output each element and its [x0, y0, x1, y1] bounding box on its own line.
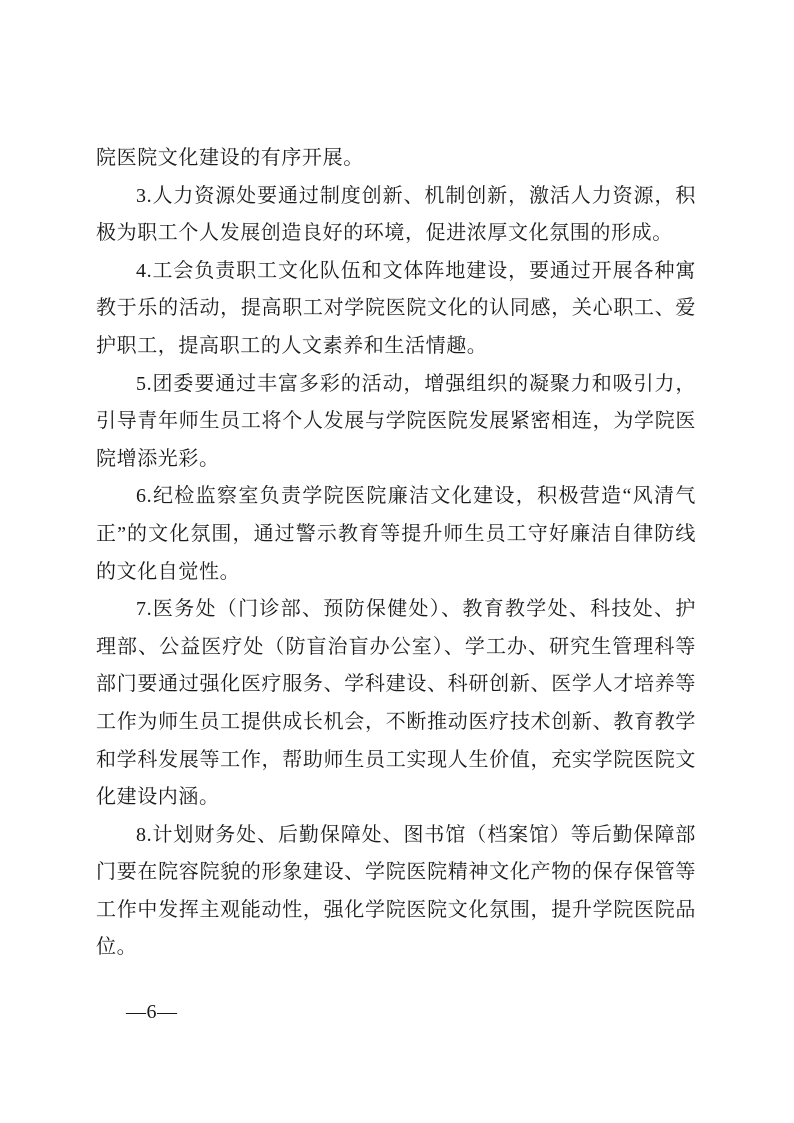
paragraph-item-3: 3.人力资源处要通过制度创新、机制创新，激活人力资源，积极为职工个人发展创造良好的环境，促进浓厚文化氛围的形成。	[96, 184, 696, 245]
page-number: —6—	[126, 1001, 178, 1023]
paragraph-item-8: 8.计划财务处、后勤保障处、图书馆（档案馆）等后勤保障部门要在院容院貌的形象建设、学院医院精神文化产物的保存保管等工作中发挥主观能动性，强化学院医院文化氛围，提升学院医院品位。	[96, 823, 696, 959]
paragraph-item-6: 6.纪检监察室负责学院医院廉洁文化建设，积极营造“风清气正”的文化氛围，通过警示教育等提升师生员工守好廉洁自律防线的文化自觉性。	[96, 485, 696, 583]
paragraph-item-5: 5.团委要通过丰富多彩的活动，增强组织的凝聚力和吸引力，引导青年师生员工将个人发展与学院医院发展紧密相连，为学院医院增添光彩。	[96, 372, 696, 470]
paragraph-item-7: 7.医务处（门诊部、预防保健处）、教育教学处、科技处、护理部、公益医疗处（防盲治盲办公室）、学工办、研究生管理科等部门要通过强化医疗服务、学科建设、科研创新、医学人才培养等工作为师生员工提供成长机会，不断推动医疗技术创新、教育教学和学科发展等工作，帮助师生员工实现人生价值，充实学院医院文化建设内涵。	[96, 598, 696, 809]
document-body-text	[96, 140, 696, 967]
paragraph-continuation: 院医院文化建设的有序开展。	[96, 147, 364, 169]
paragraph-item-4: 4.工会负责职工文化队伍和文体阵地建设，要通过开展各种寓教于乐的活动，提高职工对学院医院文化的认同感，关心职工、爱护职工，提高职工的人文素养和生活情趣。	[96, 259, 696, 357]
